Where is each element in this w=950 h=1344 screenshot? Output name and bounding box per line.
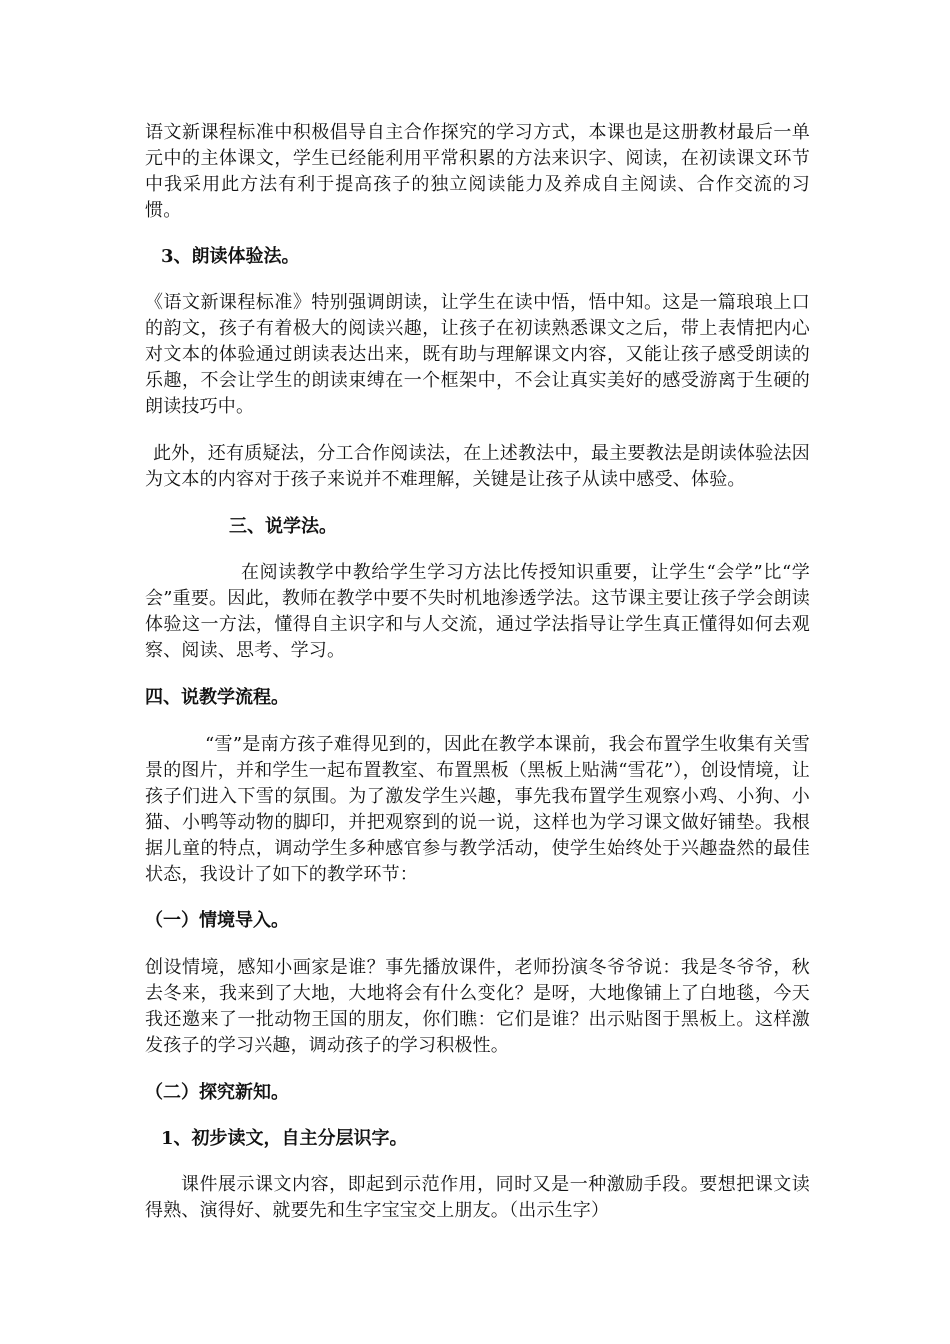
document-page	[145, 120, 810, 1224]
heading-explore-new-knowledge: （二）探究新知。	[145, 1082, 289, 1103]
paragraph-cooperative-learning: 语文新课程标准中积极倡导自主合作探究的学习方式，本课也是这册教材最后一单元中的主体课文，学生已经能利用平常积累的方法来识字、阅读，在初读课文环节中我采用此方法有利于提高孩子的独立阅读能力及养成自主阅读、合作交流的习惯。	[145, 122, 810, 221]
paragraph-study-method: 在阅读教学中教给学生学习方法比传授知识重要，让学生“会学”比“学会”重要。因此，教师在教学中要不失时机地渗透学法。这节课主要让孩子学会朗读体验这一方法，懂得自主识字和与人交流，通过学法指导让学生真正懂得如何去观察、阅读、思考、学习。	[145, 562, 810, 661]
paragraph-reading-experience: 《语文新课程标准》特别强调朗读，让学生在读中悟，悟中知。这是一篇琅琅上口的韵文，孩子有着极大的阅读兴趣，让孩子在初读熟悉课文之后，带上表情把内心对文本的体验通过朗读表达出来，既有助与理解课文内容，又能让孩子感受朗读的乐趣，不会让学生的朗读束缚在一个框架中，不会让真实美好的感受游离于生硬的朗读技巧中。	[145, 292, 810, 417]
heading-situation-intro: （一）情境导入。	[145, 910, 289, 931]
heading-teaching-process: 四、说教学流程。	[145, 687, 289, 708]
paragraph-other-methods: 此外，还有质疑法，分工合作阅读法，在上述教法中，最主要教法是朗读体验法因为文本的内容对于孩子来说并不难理解，关键是让孩子从读中感受、体验。	[145, 443, 810, 490]
heading-reading-experience-method: 3、朗读体验法。	[161, 246, 300, 267]
heading-initial-reading: 1、初步读文，自主分层识字。	[161, 1128, 408, 1149]
paragraph-situation-intro: 创设情境，感知小画家是谁？事先播放课件，老师扮演冬爷爷说：我是冬爷爷，秋去冬来，我来到了大地，大地将会有什么变化？是呀，大地像铺上了白地毯，今天我还邀来了一批动物王国的朋友，你们瞧：它们是谁？出示贴图于黑板上。这样激发孩子的学习兴趣，调动孩子的学习积极性。	[145, 957, 810, 1056]
paragraph-teaching-process: “雪”是南方孩子难得见到的，因此在教学本课前，我会布置学生收集有关雪景的图片，并和学生一起布置教室、布置黑板（黑板上贴满“雪花”），创设情境，让孩子们进入下雪的氛围。为了激发学生兴趣，事先我布置学生观察小鸡、小狗、小猫、小鸭等动物的脚印，并把观察到的说一说，这样也为学习课文做好铺垫。我根据儿童的特点，调动学生多种感官参与教学活动，使学生始终处于兴趣盎然的最佳状态，我设计了如下的教学环节：	[145, 734, 811, 885]
heading-study-method: 三、说学法。	[229, 516, 337, 537]
paragraph-courseware-display: 课件展示课文内容，即起到示范作用，同时又是一种激励手段。要想把课文读得熟、演得好、就要先和生字宝宝交上朋友。（出示生字）	[145, 1174, 810, 1221]
